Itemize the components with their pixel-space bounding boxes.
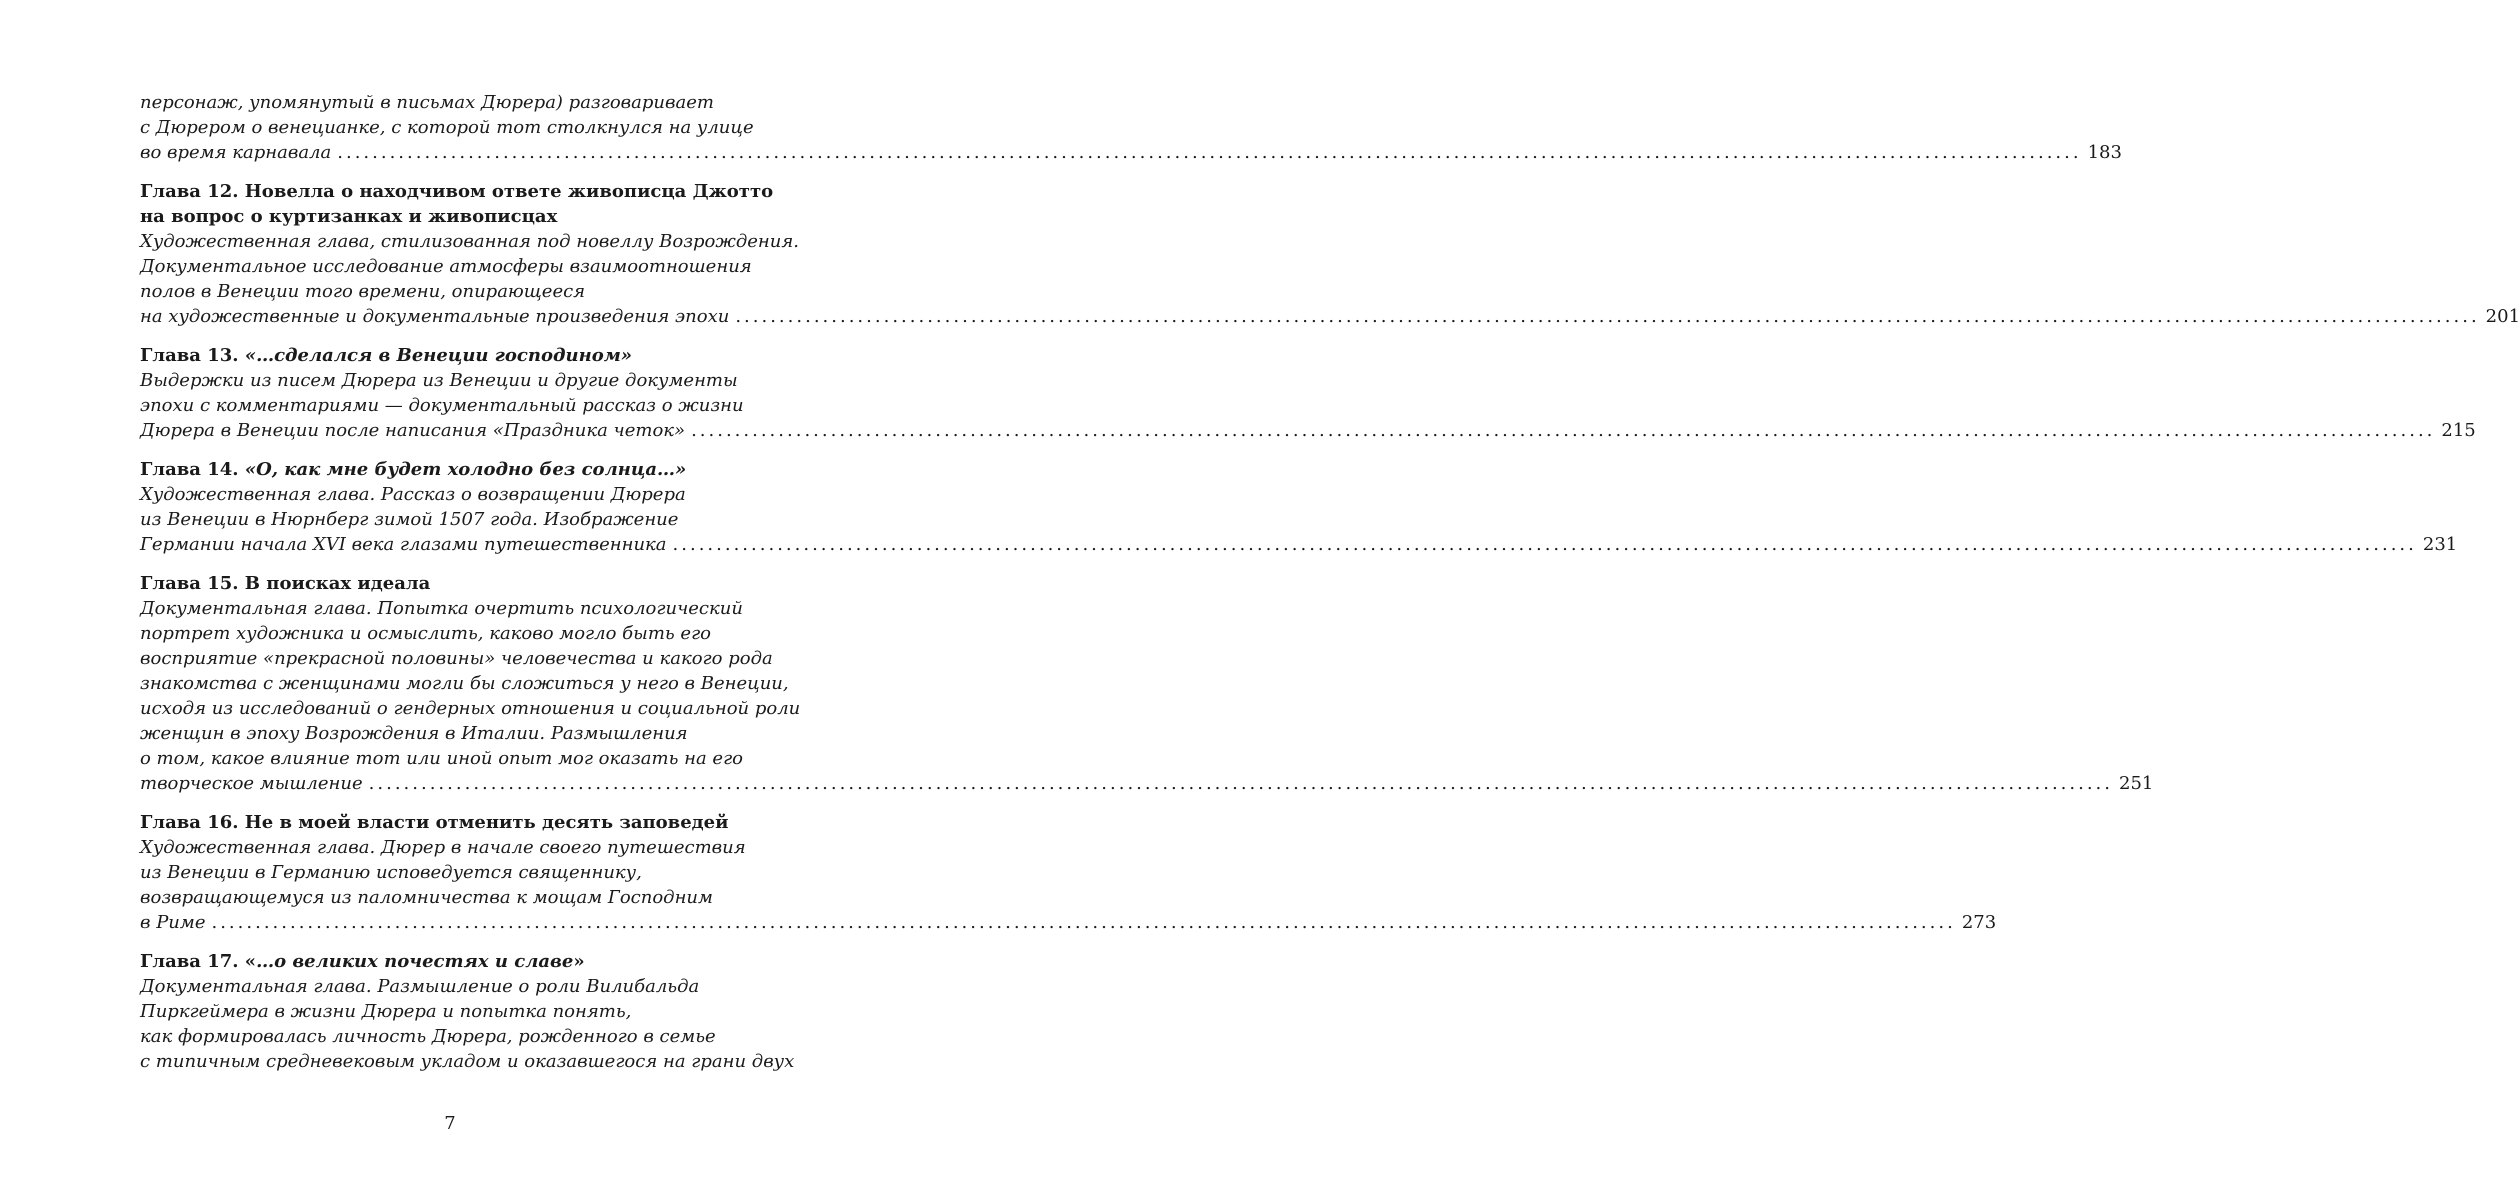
- chapter-description-line: в Риме: [140, 912, 206, 933]
- toc-leader-line: [140, 304, 2520, 329]
- chapter-title: [140, 457, 730, 482]
- toc-entry: [140, 179, 2520, 329]
- toc-leader-line: [140, 140, 2122, 165]
- chapter-description-line: персонаж, упомянутый в письмах Дюрера) разговаривает: [140, 92, 714, 113]
- toc-page-number: 215: [2441, 420, 2476, 441]
- chapter-title-suffix: »: [573, 951, 585, 972]
- chapter-title: [140, 343, 730, 368]
- chapter-title: [140, 179, 774, 204]
- chapter-title: [140, 949, 730, 974]
- chapter-description-line: Художественная глава. Рассказ о возвращении Дюрера: [140, 484, 686, 505]
- chapter-description-line: из Венеции в Германию исповедуется священнику,: [140, 862, 642, 883]
- toc-leader-line: [140, 910, 1997, 935]
- chapter-title-quote: …о великих почестях и славе: [256, 951, 574, 972]
- chapter-description-line: о том, какое влияние тот или иной опыт мог оказать на его: [140, 748, 744, 769]
- chapter-description-line: Выдержки из писем Дюрера из Венеции и другие документы: [140, 370, 738, 391]
- toc-entry: [140, 90, 2122, 165]
- chapter-description-line: знакомства с женщинами могли бы сложиться у него в Венеции,: [140, 673, 789, 694]
- toc-page-number: 231: [2422, 534, 2458, 555]
- chapter-description-line: с типичным средневековым укладом и оказавшегося на грани двух: [140, 1051, 795, 1072]
- toc-page-number: 201: [2485, 306, 2520, 327]
- chapter-title-text: Глава 16. Не в моей власти отменить десять заповедей: [140, 812, 729, 833]
- chapter-description-line: Германии начала XVI века глазами путешественника: [140, 534, 667, 555]
- chapter-title-text: Глава 13.: [140, 345, 245, 366]
- toc-page-number: 273: [1961, 912, 1997, 933]
- chapter-description-line: эпохи с комментариями — документальный рассказ о жизни: [140, 395, 744, 416]
- chapter-title-text: Глава 12. Новелла о находчивом ответе живописца Джотто: [140, 181, 774, 202]
- chapter-description-line: портрет художника и осмыслить, каково могло быть его: [140, 623, 711, 644]
- toc-entry: [140, 343, 2476, 443]
- dot-leader: ........................................................................................................................................................................................................: [691, 420, 2436, 441]
- chapter-title-text: Глава 15. В поисках идеала: [140, 573, 431, 594]
- toc-leader-line: [140, 418, 2476, 443]
- chapter-description-line: Художественная глава. Дюрер в начале своего путешествия: [140, 837, 746, 858]
- chapter-description-line: исходя из исследований о гендерных отношения и социальной роли: [140, 698, 801, 719]
- chapter-title-text: Глава 17. «: [140, 951, 257, 972]
- chapter-title: [140, 810, 730, 835]
- chapter-description-line: с Дюрером о венецианке, с которой тот столкнулся на улице: [140, 117, 754, 138]
- toc-page-number: 183: [2087, 142, 2122, 163]
- toc-leader-line: [140, 771, 2154, 796]
- chapter-description-line: Документальная глава. Попытка очертить психологический: [140, 598, 743, 619]
- toc-entry: [140, 810, 1997, 935]
- chapter-title-text: на вопрос о куртизанках и живописцах: [140, 206, 558, 227]
- chapter-description-line: Документальное исследование атмосферы взаимоотношения: [140, 256, 752, 277]
- dot-leader: ........................................................................................................................................................................................................: [735, 306, 2480, 327]
- chapter-description-line: полов в Венеции того времени, опирающееся: [140, 281, 586, 302]
- chapter-description-line: восприятие «прекрасной половины» человечества и какого рода: [140, 648, 773, 669]
- chapter-description-line: Дюрера в Венеции после написания «Праздника четок»: [140, 420, 686, 441]
- chapter-description-line: из Венеции в Нюрнберг зимой 1507 года. Изображение: [140, 509, 679, 530]
- chapter-description-line: женщин в эпоху Возрождения в Италии. Размышления: [140, 723, 688, 744]
- toc-entry: [140, 457, 2458, 557]
- toc-page-number: 251: [2119, 773, 2154, 794]
- toc-entry: [140, 949, 795, 1074]
- chapter-description-line: во время карнавала: [140, 142, 332, 163]
- chapter-title: [140, 204, 730, 229]
- toc-entry: [140, 571, 2154, 796]
- chapter-description-line: Художественная глава, стилизованная под новеллу Возрождения.: [140, 231, 799, 252]
- chapter-description-line: Документальная глава. Размышление о роли Вилибальда: [140, 976, 700, 997]
- chapter-description-line: как формировалась личность Дюрера, рожденного в семье: [140, 1026, 716, 1047]
- chapter-title-quote: «О, как мне будет холодно без солнца…»: [244, 459, 687, 480]
- chapter-description-line: возвращающемуся из паломничества к мощам Господним: [140, 887, 713, 908]
- chapter-description-line: на художественные и документальные произведения эпохи: [140, 306, 730, 327]
- dot-leader: ........................................................................................................................................................................................................: [211, 912, 1956, 933]
- toc-leader-line: [140, 532, 2458, 557]
- chapter-title: [140, 571, 730, 596]
- chapter-title-text: Глава 14.: [140, 459, 245, 480]
- chapter-description-line: Пиркгеймера в жизни Дюрера и попытка понять,: [140, 1001, 632, 1022]
- chapter-description-line: творческое мышление: [140, 773, 363, 794]
- dot-leader: ........................................................................................................................................................................................................: [368, 773, 2113, 794]
- table-of-contents: [140, 90, 2520, 1088]
- dot-leader: ........................................................................................................................................................................................................: [337, 142, 2082, 163]
- chapter-title-quote: «…сделался в Венеции господином»: [244, 345, 633, 366]
- page-number: 7: [444, 1113, 456, 1134]
- dot-leader: ........................................................................................................................................................................................................: [672, 534, 2417, 555]
